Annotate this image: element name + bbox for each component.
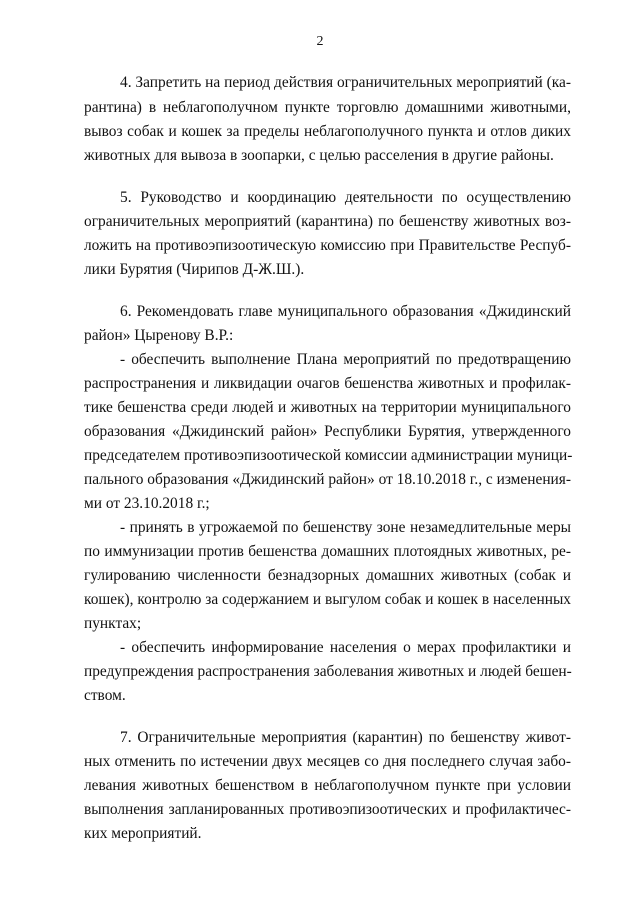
paragraph-6-line: район» Цыренову В.Р.: bbox=[84, 327, 234, 344]
bullet-immunization-line: по иммунизации против бешенства домашних плотоядных животных, ре- bbox=[84, 543, 571, 560]
paragraph-5-line: лики Бурятия (Чирипов Д-Ж.Ш.). bbox=[84, 261, 305, 278]
paragraph-7-line: ных отменить по истечении двух месяцев со дня последнего случая забо- bbox=[84, 753, 571, 770]
bullet-informing-line: предупреждения распространения заболевания животных и людей бешен- bbox=[84, 663, 572, 680]
paragraph-4-line: рантина) в неблагополучном пункте торговлю домашними животными, bbox=[84, 99, 571, 116]
page-number: 2 bbox=[316, 34, 324, 49]
paragraph-7-line: левания животных бешенством в неблагополучном пункте при условии bbox=[84, 777, 571, 794]
bullet-plan-line: тике бешенства среди людей и животных на территории муниципального bbox=[84, 399, 571, 416]
bullet-plan-line: распространения и ликвидации очагов бешенства животных и профилак- bbox=[84, 375, 571, 392]
bullet-informing-line: - обеспечить информирование населения о мерах профилактики и bbox=[120, 639, 571, 656]
bullet-plan-line: пального образования «Джидинский район» от 18.10.2018 г., с изменения- bbox=[84, 471, 571, 488]
bullet-informing-line: ством. bbox=[84, 687, 126, 704]
paragraph-5-line: 5. Руководство и координацию деятельности по осуществлению bbox=[120, 189, 571, 206]
bullet-plan-line: - обеспечить выполнение Плана мероприятий по предотвращению bbox=[120, 351, 571, 368]
bullet-plan-line: образования «Джидинский район» Республики Бурятия, утвержденного bbox=[84, 423, 571, 440]
paragraph-4-line: животных для вывоза в зоопарки, с целью расселения в другие районы. bbox=[84, 147, 554, 164]
bullet-immunization-line: пунктах; bbox=[84, 615, 142, 632]
bullet-immunization-line: гулированию численности безнадзорных домашних животных (собак и bbox=[84, 567, 571, 584]
paragraph-5-line: ложить на противоэпизоотическую комиссию при Правительстве Респуб- bbox=[84, 237, 571, 254]
paragraph-4-line: вывоз собак и кошек за пределы неблагополучного пункта и отлов диких bbox=[84, 123, 571, 140]
paragraph-7-line: выполнения запланированных противоэпизоотических и профилактичес- bbox=[84, 801, 571, 818]
bullet-plan-line: ми от 23.10.2018 г.; bbox=[84, 495, 210, 512]
paragraph-7-line: ких мероприятий. bbox=[84, 825, 202, 842]
paragraph-7-line: 7. Ограничительные мероприятия (карантин) по бешенству живот- bbox=[120, 729, 571, 746]
paragraph-5-line: ограничительных мероприятий (карантина) по бешенству животных воз- bbox=[84, 213, 571, 230]
bullet-immunization-line: - принять в угрожаемой по бешенству зоне незамедлительные меры bbox=[120, 519, 571, 536]
paragraph-6-line: 6. Рекомендовать главе муниципального образования «Джидинский bbox=[120, 303, 571, 320]
bullet-plan-line: председателем противоэпизоотической комиссии администрации муници- bbox=[84, 447, 573, 464]
bullet-immunization-line: кошек), контролю за содержанием и выгулом собак и кошек в населенных bbox=[84, 591, 571, 608]
paragraph-4-line: 4. Запретить на период действия ограничительных мероприятий (ка- bbox=[120, 74, 571, 91]
